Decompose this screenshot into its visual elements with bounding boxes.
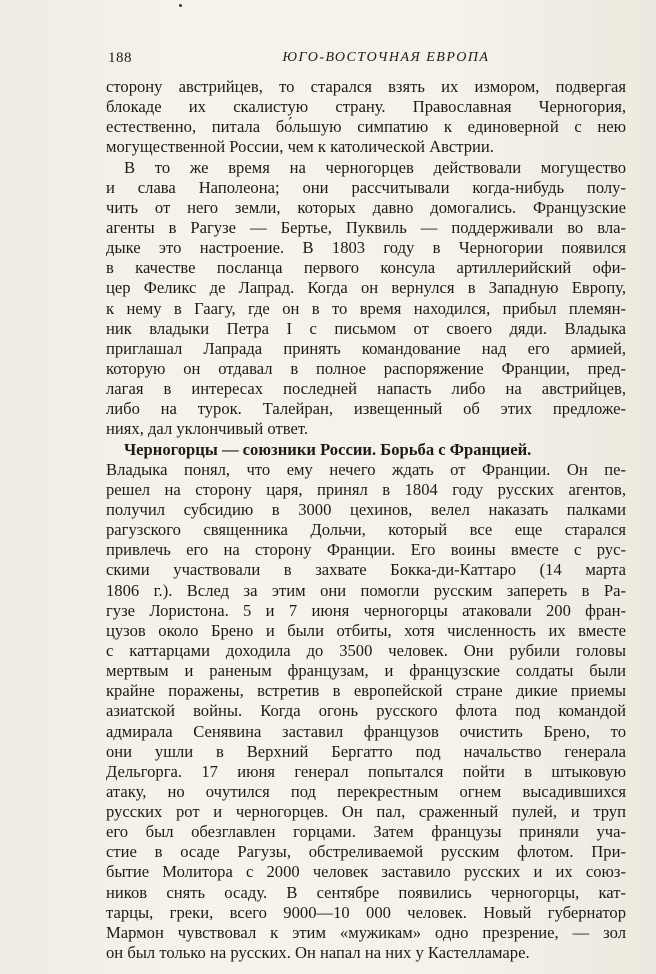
text-line <box>106 440 626 460</box>
text-line: ников снять осаду. В сентябре появились черногорцы, кат- <box>106 882 626 902</box>
text-line: адмирала Сенявина заставил французов очистить Брено, то <box>106 721 626 741</box>
text-line: бытие Молитора с 2000 человек заставило русских и их союз- <box>106 862 626 882</box>
text-line: стие в осаде Рагузы, обстреливаемой русским флотом. При- <box>106 842 626 862</box>
text-line: крайне поражены, встретив в европейской стране дикие приемы <box>106 681 626 701</box>
text-line: Дельгорга. 17 июня генерал попытался пойти в штыковую <box>106 761 626 781</box>
text-line: В то же время на черногорцев действовали могущество <box>124 157 626 177</box>
text-line: агенты в Рагузе — Бертье, Пуквиль — поддерживали во вла- <box>106 217 626 237</box>
text-line: в качестве посланца первого консула артиллерийский офи- <box>106 258 626 278</box>
text-line: цер Феликс де Лапрад. Когда он вернулся в Западную Европу, <box>106 278 626 298</box>
text-line: тарцы, греки, всего 9000—10 000 человек. Новый губернатор <box>106 902 626 922</box>
running-title: ЮГО-ВОСТОЧНАЯ ЕВРОПА <box>282 50 490 65</box>
text-line: дыке это настроение. В 1803 году в Черногории появился <box>106 238 626 258</box>
text-line: чить от него земли, которых давно домогались. Французские <box>106 197 626 217</box>
text-line: они ушли в Верхний Бергатто под начальство генерала <box>106 741 626 761</box>
text-line: ниях, дал уклончивый ответ. <box>106 419 309 439</box>
text-line: и слава Наполеона; они рассчитывали когда-нибудь полу- <box>106 177 626 197</box>
text-line: азиатской войны. Когда огонь русского флота под командой <box>106 701 626 721</box>
text-line: мертвым и раненым французам, и французские солдаты были <box>106 661 626 681</box>
text-line: которую он отдавал в полное распоряжение Франции, пред- <box>106 358 626 378</box>
text-line: атаку, но очутился под перекрестным огнем высадившихся <box>106 781 626 801</box>
text-line: могущественной России, чем к католической Австрии. <box>106 137 494 157</box>
page-header <box>108 50 624 70</box>
text-line: с каттарцами доходила до 3500 человек. Они рубили головы <box>106 640 626 660</box>
text-line: блокаде их скалистую страну. Православная Черногория, <box>106 97 626 117</box>
text-line: лагая в интересах последней напасть либо на австрийцев, <box>106 379 626 399</box>
ink-speck <box>179 4 182 7</box>
section-heading: Черногорцы — союзники России. Борьба с Францией. <box>124 439 532 459</box>
text-line: либо на турок. Талейран, извещенный об этих предложе- <box>106 399 626 419</box>
text-line: рагузского священника Дольчи, который все еще старался <box>106 520 626 540</box>
text-line: он был только на русских. Он напал на них у Кастелламаре. <box>106 943 530 963</box>
body-text <box>106 77 626 963</box>
text-line: 1806 г.). Вслед за этим они помогли русским запереть в Ра- <box>106 580 626 600</box>
text-line: его был обезглавлен горцами. Затем французы приняли уча- <box>106 822 626 842</box>
text-line: решел на сторону царя, принял в 1804 году русских агентов, <box>106 479 626 499</box>
text-line: получил субсидию в 3000 цехинов, велел наказать палками <box>106 499 626 519</box>
text-line: Мармон чувствовал к этим «мужикам» одно презрение, — зол <box>106 922 626 942</box>
text-line: к нему в Гаагу, где он в то время находился, прибыл племян- <box>106 298 626 318</box>
text-line: естественно, питала бо́льшую симпатию к единоверной с нею <box>106 117 626 137</box>
page-number: 188 <box>108 50 132 66</box>
text-line: скими участвовали в захвате Бокка-ди-Каттаро (14 марта <box>106 560 626 580</box>
text-line: русских рот и черногорцев. Он пал, сраженный пулей, и труп <box>106 802 626 822</box>
text-line: сторону австрийцев, то старался взять их измором, подвергая <box>106 77 626 96</box>
text-line: Владыка понял, что ему нечего ждать от Франции. Он пе- <box>106 459 626 479</box>
text-line: гузе Лористона. 5 и 7 июня черногорцы атаковали 200 фран- <box>106 600 626 620</box>
text-line: ник владыки Петра I с письмом от своего дяди. Владыка <box>106 318 626 338</box>
text-line: привлечь его на сторону Франции. Его воины вместе с рус- <box>106 540 626 560</box>
text-line: цузов около Брено и были отбиты, хотя численность их вместе <box>106 620 626 640</box>
text-line: приглашал Лапрада принять командование над его армией, <box>106 338 626 358</box>
